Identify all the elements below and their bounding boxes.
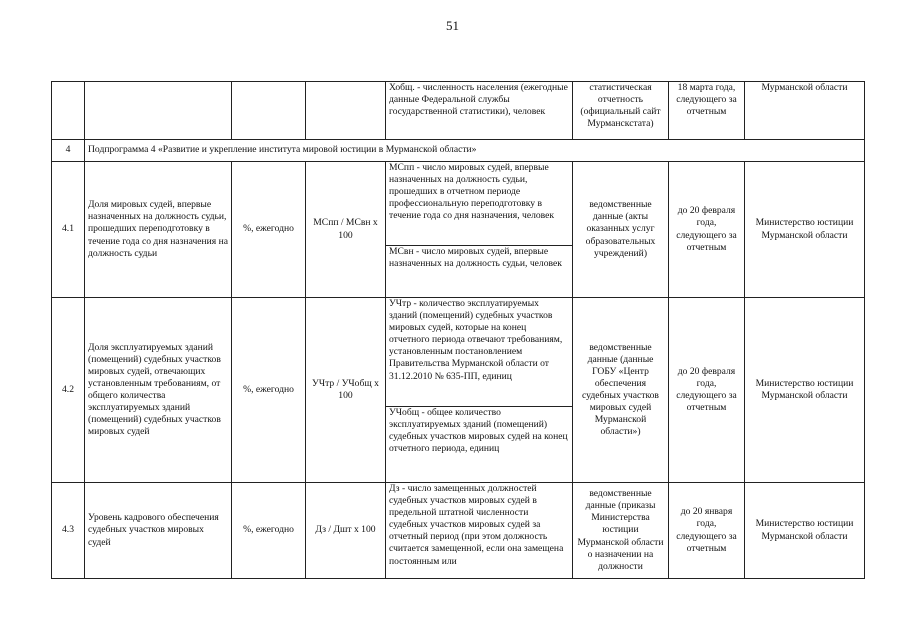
formula-description: МСпп - число мировых судей, впервые назначенных на должность судьи, прошедших в отчетном периоде профессиональную переподготовку в течение года со дня назначения, человек [386,162,573,246]
unit-periodicity: %, ежегодно [232,162,306,298]
page-number: 51 [446,18,459,33]
row-number: 4.3 [52,483,85,579]
empty-cell [306,82,386,140]
row-number: 4.2 [52,298,85,483]
deadline: 18 марта года, следующего за отчетным [669,82,745,140]
table-row [52,298,865,407]
indicator-name: Доля мировых судей, впервые назначенных на должность судьи, прошедших переподготовку в течение года со дня назначения на должность судьи [85,162,232,298]
table-row [52,483,865,579]
row-number: 4 [52,140,85,162]
unit-periodicity: %, ежегодно [232,483,306,579]
responsible: Министерство юстиции Мурманской области [745,162,865,298]
data-source: статистическая отчетность (официальный сайт Мурманскстата) [573,82,669,140]
responsible: Министерство юстиции Мурманской области [745,483,865,579]
deadline: до 20 февраля года, следующего за отчетным [669,162,745,298]
subprogram-title: Подпрограмма 4 «Развитие и укрепление института мировой юстиции в Мурманской области» [85,140,865,162]
responsible: Министерство юстиции Мурманской области [745,298,865,483]
data-source: ведомственные данные (акты оказанных услуг образовательных учреждений) [573,162,669,298]
table-row [52,162,865,246]
indicator-name: Уровень кадрового обеспечения судебных участков мировых судей [85,483,232,579]
formula-description: МСвн - число мировых судей, впервые назначенных на должность судьи, человек [386,246,573,298]
data-source: ведомственные данные (приказы Министерства юстиции Мурманской области о назначении на должности [573,483,669,579]
formula-description: Дз - число замещенных должностей судебных участков мировых судей в предельной штатной численности судебных участков мировых судей за отчетный период (при этом должность считается замещенной, если она замещена постоянным или [386,483,573,579]
formula: Дз / Дшт х 100 [306,483,386,579]
empty-cell [232,82,306,140]
formula-description: УЧтр - количество эксплуатируемых зданий (помещений) судебных участков мировых судей, которые на конец отчетного периода отвечают требованиям, установленным постановлением Правительства Мурманской области от 31.12.2010 № 635-ПП, единиц [386,298,573,407]
data-source: ведомственные данные (данные ГОБУ «Центр обеспечения судебных участков мировых судей Мурманской области») [573,298,669,483]
deadline: до 20 января года, следующего за отчетным [669,483,745,579]
table-row [52,82,865,140]
formula-description: УЧобщ - общее количество эксплуатируемых зданий (помещений) судебных участков мировых судей на конец отчетного периода, единиц [386,407,573,483]
row-number: 4.1 [52,162,85,298]
formula: УЧтр / УЧобщ х 100 [306,298,386,483]
unit-periodicity: %, ежегодно [232,298,306,483]
indicator-name: Доля эксплуатируемых зданий (помещений) судебных участков мировых судей, отвечающих установленным требованиям, от общего количества эксплуатируемых зданий (помещений) судебных участков мировых судей [85,298,232,483]
formula-description: Хобщ. - численность населения (ежегодные данные Федеральной службы государственной статистики), человек [386,82,573,140]
indicators-table [51,81,865,579]
empty-cell [85,82,232,140]
deadline: до 20 февраля года, следующего за отчетным [669,298,745,483]
empty-cell [52,82,85,140]
responsible: Мурманской области [745,82,865,140]
table-row [52,140,865,162]
formula: МСпп / МСвн х 100 [306,162,386,298]
